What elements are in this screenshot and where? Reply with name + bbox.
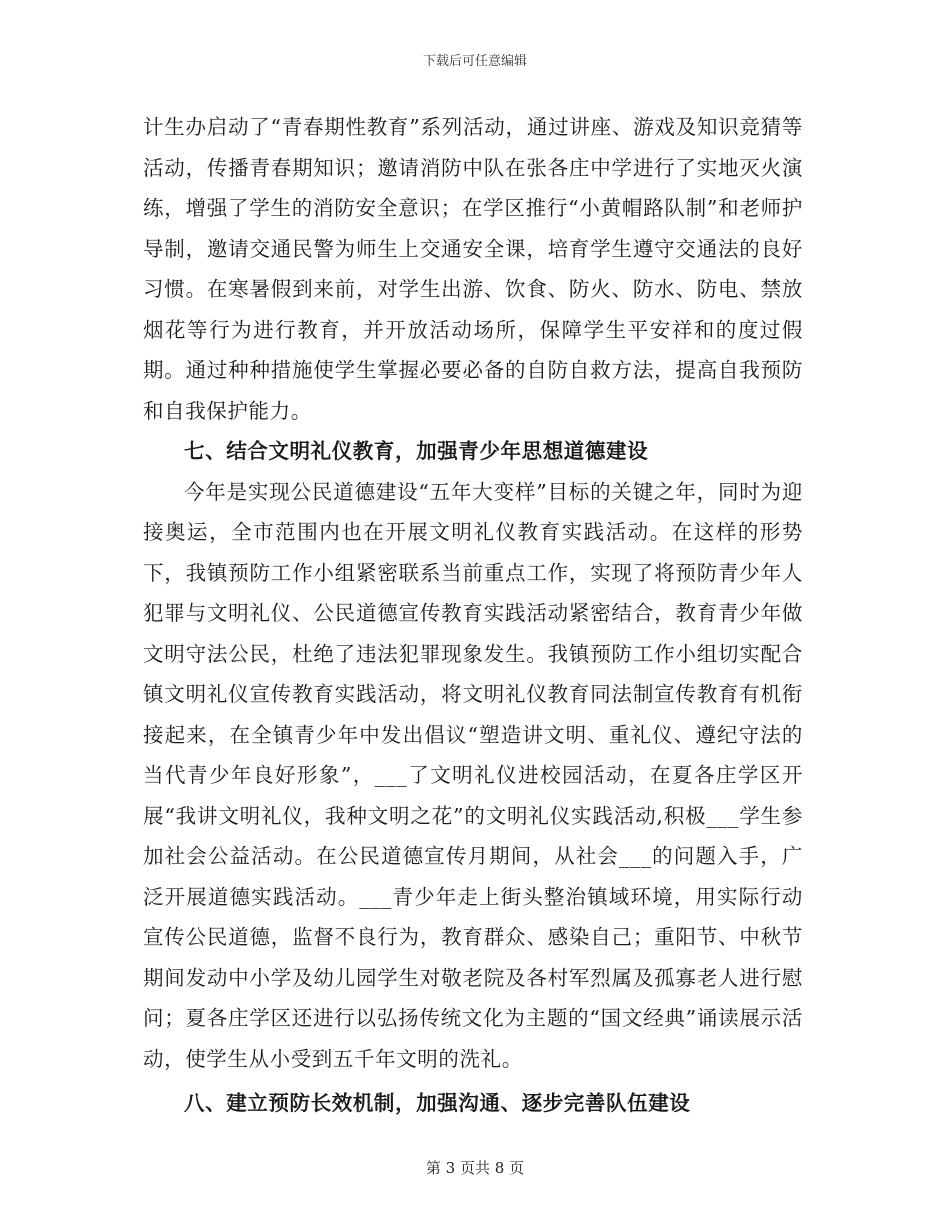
- paragraph-section-7: 今年是实现公民道德建设“五年大变样”目标的关键之年，同时为迎接奥运，全市范围内也在开展文明礼仪教育实践活动。在这样的形势下，我镇预防工作小组紧密联系当前重点工作，实现了将预防青少年人犯罪与文明礼仪、公民道德宣传教育实践活动紧密结合，教育青少年做文明守法公民，杜绝了违法犯罪现象发生。我镇预防工作小组切实配合镇文明礼仪宣传教育实践活动，将文明礼仪教育同法制宣传教育有机衔接起来，在全镇青少年中发出倡议“塑造讲文明、重礼仪、遵纪守法的当代青少年良好形象”，___了文明礼仪进校园活动，在夏各庄学区开展“我讲文明礼仪，我种文明之花”的文明礼仪实践活动,积极___学生参加社会公益活动。在公民道德宣传月期间，从社会___的问题入手，广泛开展道德实践活动。___青少年走上街头整治镇域环境，用实际行动宣传公民道德，监督不良行为，教育群众、感染自己；重阳节、中秋节期间发动中小学及幼儿园学生对敬老院及各村军烈属及孤寡老人进行慰问；夏各庄学区还进行以弘扬传统文化为主题的“国文经典”诵读展示活动，使学生从小受到五千年文明的洗礼。: [143, 479, 803, 1071]
- document-body: [143, 107, 803, 1124]
- paragraph-continued: 计生办启动了“青春期性教育”系列活动，通过讲座、游戏及知识竞猜等活动，传播青春期知识；邀请消防中队在张各庄中学进行了实地灭火演练，增强了学生的消防安全意识；在学区推行“小黄帽路队制”和老师护导制，邀请交通民警为师生上交通安全课，培育学生遵守交通法的良好习惯。在寒暑假到来前，对学生出游、饮食、防火、防水、防电、禁放烟花等行为进行教育，并开放活动场所，保障学生平安祥和的度过假期。通过种种措施使学生掌握必要必备的自防自救方法，提高自我预防和自我保护能力。: [143, 115, 803, 423]
- section-heading-7: 七、结合文明礼仪教育，加强青少年思想道德建设: [184, 439, 649, 463]
- page-header: 下载后可任意编辑: [422, 54, 527, 69]
- page-footer: 第 3 页共 8 页: [425, 1159, 525, 1177]
- section-heading-8: 八、建立预防长效机制，加强沟通、逐步完善队伍建设: [184, 1091, 691, 1115]
